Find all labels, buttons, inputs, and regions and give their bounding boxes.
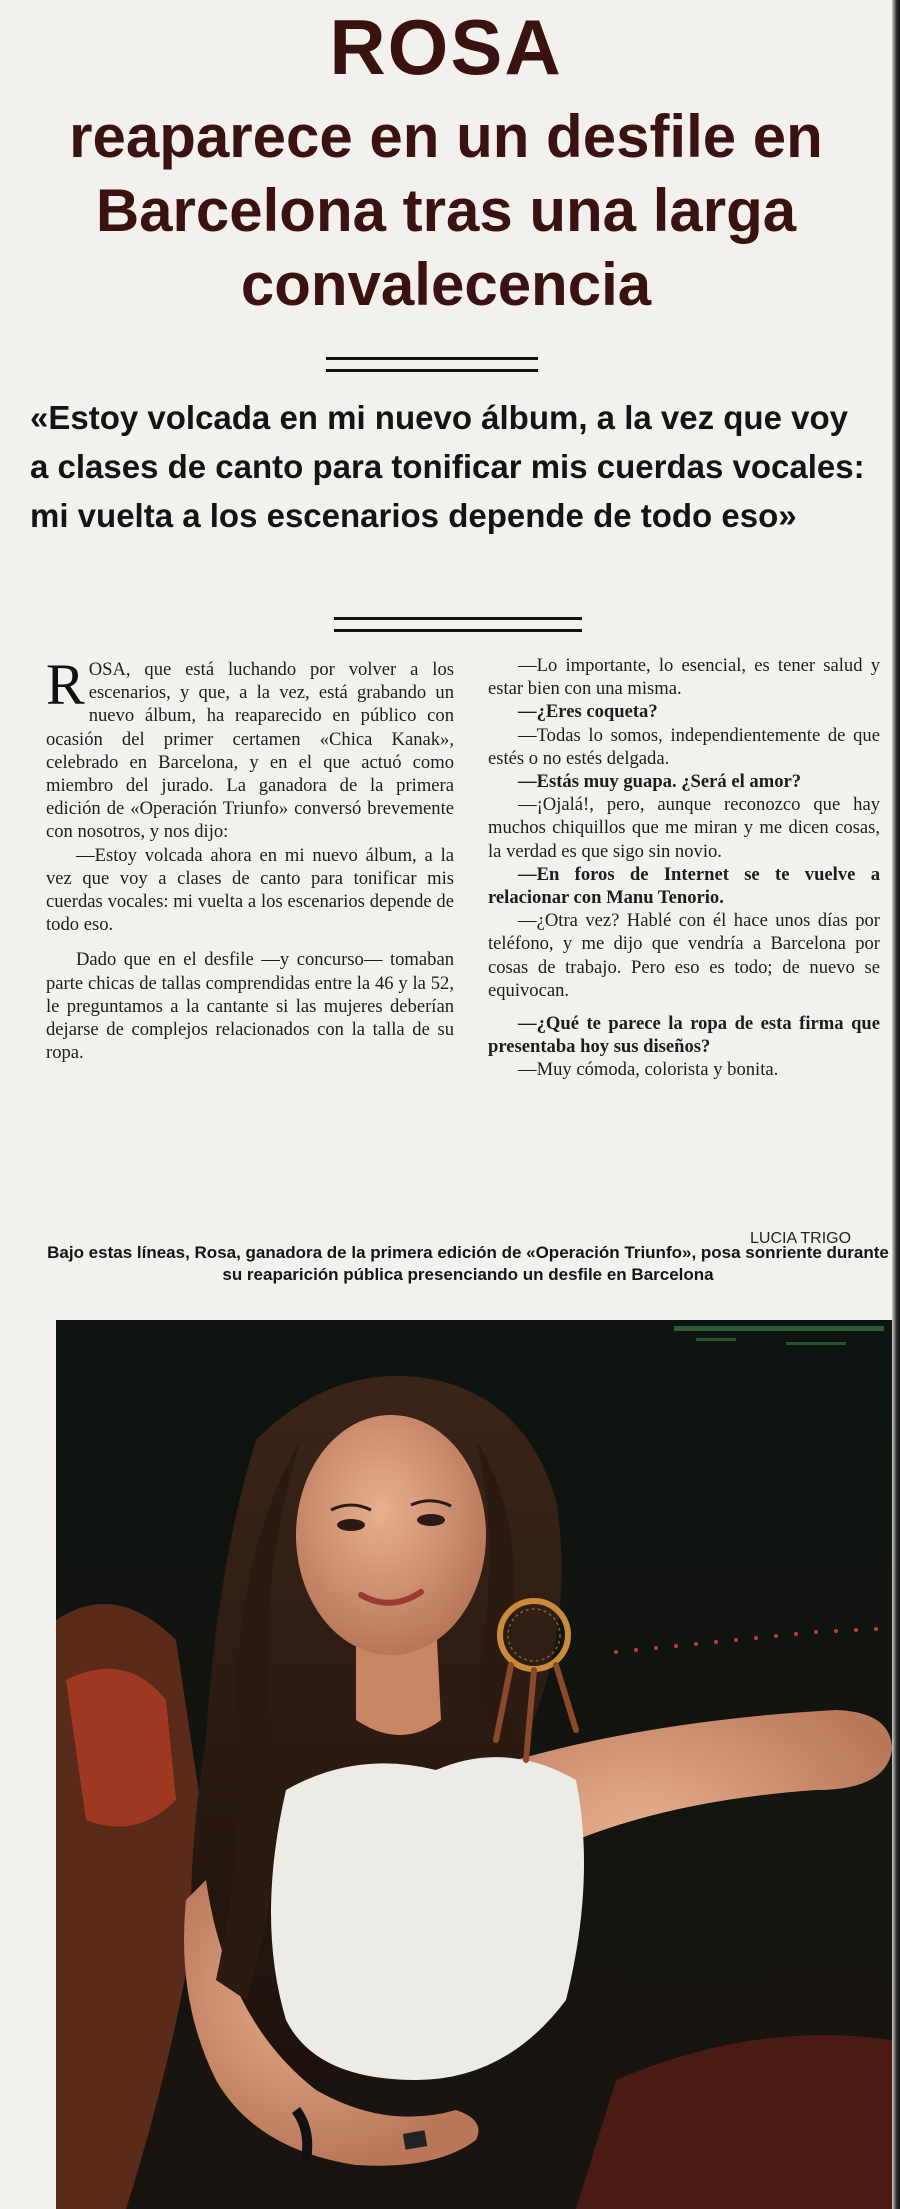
answer-paragraph: —Estoy volcada ahora en mi nuevo álbum, a la vez que voy a clases de canto para tonificar mis cuerdas vocales: mi vuelta a los escenarios depende de todo eso. <box>46 844 454 936</box>
answer-paragraph: —Lo importante, lo esencial, es tener salud y estar bien con una misma. <box>488 655 880 700</box>
question-paragraph: —¿Qué te parece la ropa de esta firma que presentaba hoy sus diseños? <box>488 1013 880 1058</box>
page-edge <box>892 0 900 2209</box>
answer-paragraph: —¿Otra vez? Hablé con él hace unos días por teléfono, y me dijo que vendría a Barcelona por cosas de trabajo. Pero eso es todo; de nuevo se equivocan. <box>488 910 880 1001</box>
question-paragraph: —¿Eres coqueta? <box>518 701 658 723</box>
intro-text: OSA, que está luchando por volver a los escenarios, y que, a la vez, está grabando un nuevo álbum, ha reaparecido en público con ocasión del primer certamen «Chica Kanak», celebrado en Barcelona, y en el que actuó como miembro del jurado. La ganadora de la primera edición de «Operación Triunfo» conversó brevemente con nosotros, y nos dijo: <box>46 659 454 843</box>
white-top <box>271 1757 584 2080</box>
article-deck: «Estoy volcada en mi nuevo álbum, a la vez que voy a clases de canto para tonificar mis cuerdas vocales: mi vuelta a los escenarios depende de todo eso» <box>30 399 865 534</box>
face <box>296 1415 486 1655</box>
photo-caption: Bajo estas líneas, Rosa, ganadora de la primera edición de «Operación Triunfo», posa sonriente durante su reaparición pública presenciando un desfile en Barcelona <box>47 1243 889 1284</box>
author-byline: LUCIA TRIGO <box>750 1230 852 1247</box>
answer-paragraph: —Muy cómoda, colorista y bonita. <box>518 1059 779 1081</box>
question-paragraph: —En foros de Internet se te vuelve a relacionar con Manu Tenorio. <box>488 863 880 909</box>
article-photo <box>56 1320 892 2209</box>
photo-illustration <box>56 1320 892 2209</box>
question-paragraph: —Estás muy guapa. ¿Será el amor? <box>518 771 802 793</box>
deck-divider <box>334 617 582 632</box>
text-column-right <box>488 654 880 1082</box>
headline-divider <box>326 357 538 372</box>
article-headline: reaparece en un desfile en Barcelona tras una larga convalecencia <box>69 103 823 318</box>
article-kicker: ROSA <box>329 3 563 91</box>
intro-paragraph <box>46 652 454 844</box>
answer-paragraph: —¡Ojalá!, pero, aunque reconozco que hay muchos chiquillos que me miran y me dicen cosas, la verdad es que sigo sin novio. <box>488 794 880 862</box>
body-paragraph: Dado que en el desfile —y concurso— tomaban parte chicas de tallas comprendidas entre la 46 y la 52, le preguntamos a la cantante si las mujeres deberían dejarse de complejos relacionados con la talla de su ropa. <box>46 949 454 1064</box>
text-column-left <box>46 652 454 1064</box>
drop-cap: R <box>46 652 85 717</box>
answer-paragraph: —Todas lo somos, independientemente de que estés o no estés delgada. <box>488 724 880 769</box>
